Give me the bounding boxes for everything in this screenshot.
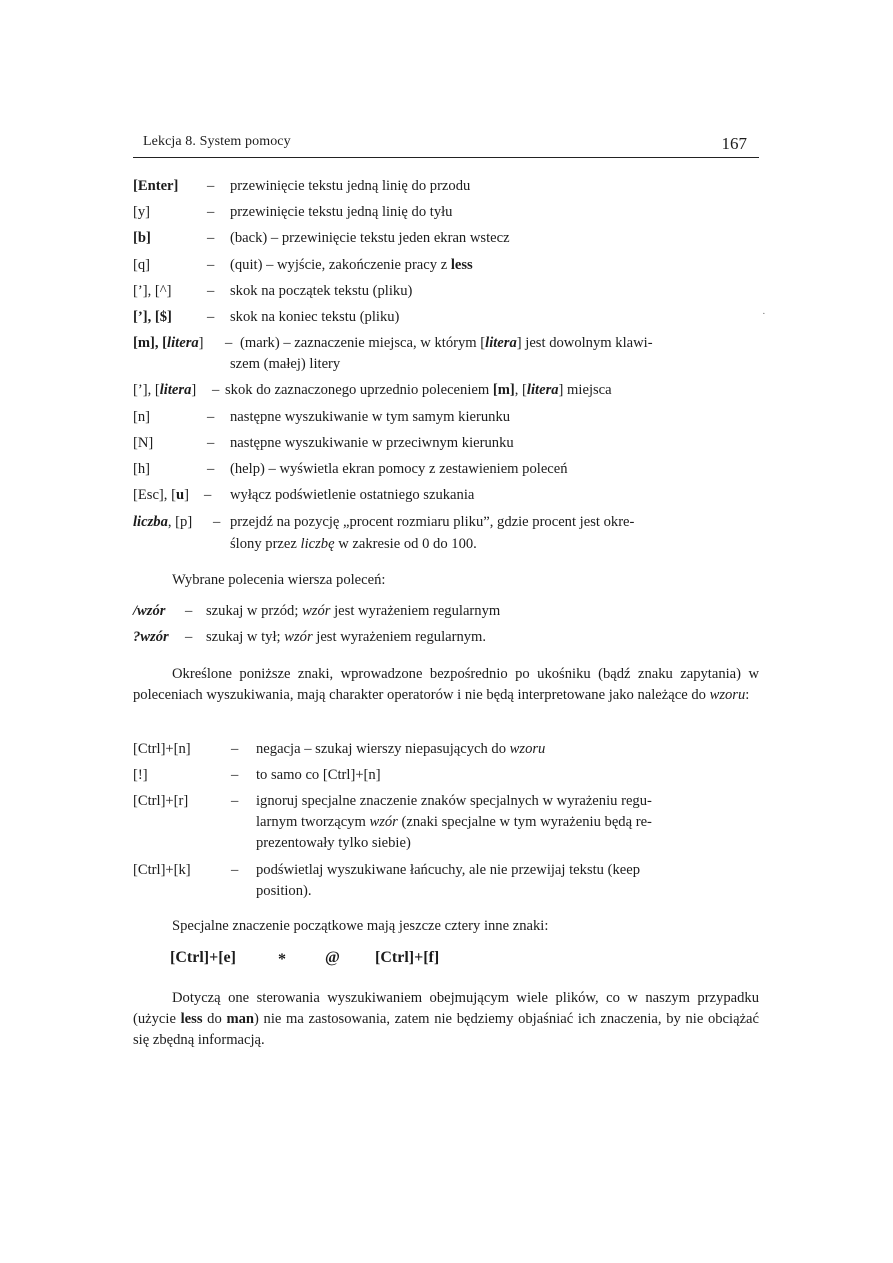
description-text: [Ctrl]+[n] <box>322 767 381 783</box>
dash: – <box>185 629 193 645</box>
operator-description <box>256 740 545 758</box>
operator-description-continued <box>256 813 652 831</box>
dash: – <box>207 283 215 299</box>
description-text: ślony przez <box>230 536 301 552</box>
description-text: jest wyrażeniem regularnym. <box>312 629 487 645</box>
description-text: szukaj w przód; <box>206 603 303 619</box>
chapter-title: Lekcja 8. System pomocy <box>143 134 291 149</box>
dash: – <box>204 487 212 503</box>
key-label: [q] <box>133 257 151 273</box>
dash: – <box>207 461 215 477</box>
dash: – <box>231 862 239 878</box>
description-text: [m] <box>492 382 515 398</box>
description-text: negacja – szukaj wierszy niepasujących do <box>256 741 510 757</box>
key-description: następne wyszukiwanie w przeciwnym kierunku <box>230 435 514 451</box>
description-text: (mark) – zaznaczenie miejsca, w którym [ <box>240 335 486 351</box>
section-intro: Wybrane polecenia wiersza poleceń: <box>172 572 386 588</box>
key-description: skok na początek tekstu (pliku) <box>230 283 413 299</box>
key-description-continued <box>230 535 477 553</box>
key-part: ] <box>191 382 197 398</box>
operator-key: [!] <box>133 767 148 783</box>
dash: – <box>207 230 215 246</box>
key-part: ] <box>184 487 189 503</box>
command-name: less <box>180 1011 203 1027</box>
special-char: @ <box>325 949 340 966</box>
key-part: [Esc], [ <box>133 487 176 503</box>
command-name: less <box>450 257 473 273</box>
key-description: skok na koniec tekstu (pliku) <box>230 309 400 325</box>
paragraph-text: wzoru <box>709 687 746 703</box>
dash: – <box>231 767 239 783</box>
operator-description-continued: prezentowały tylko siebie) <box>256 835 411 851</box>
description-text: wzór <box>284 629 313 645</box>
description-text: wzoru <box>509 741 546 757</box>
paragraph-text: Dotyczą one sterowania wyszukiwaniem obejmującym wiele plików, co w naszym przypadku (użycie <box>133 990 759 1027</box>
description-text: wzór <box>369 814 398 830</box>
dash: – <box>185 603 193 619</box>
key-label <box>133 334 204 352</box>
description-text: skok do zaznaczonego uprzednio poleceniem <box>225 382 493 398</box>
running-header <box>133 133 759 158</box>
key-label: [’], [^] <box>133 283 172 299</box>
operator-description <box>256 766 381 784</box>
dash: – <box>231 741 239 757</box>
description-text: litera <box>485 335 517 351</box>
dash: – <box>212 382 220 398</box>
dash: – <box>207 309 215 325</box>
key-description <box>230 256 473 274</box>
dash: – <box>207 409 215 425</box>
key-description: (back) – przewinięcie tekstu jeden ekran wstecz <box>230 230 510 246</box>
key-description: wyłącz podświetlenie ostatniego szukania <box>230 487 475 503</box>
dash: – <box>207 204 215 220</box>
key-label: [y] <box>133 204 151 220</box>
special-intro: Specjalne znaczenie początkowe mają jeszcze cztery inne znaki: <box>172 918 549 934</box>
operator-description: podświetlaj wyszukiwane łańcuchy, ale nie przewijaj tekstu (keep <box>256 862 641 878</box>
key-description: następne wyszukiwanie w tym samym kierunku <box>230 409 511 425</box>
description-text: wzór <box>302 603 331 619</box>
dash: – <box>207 435 215 451</box>
margin-mark: · <box>762 308 766 320</box>
description-text: jest wyrażeniem regularnym <box>330 603 501 619</box>
description-text: to samo co <box>256 767 323 783</box>
key-description <box>240 334 653 352</box>
key-part: u <box>175 487 185 503</box>
description-text: litera <box>526 382 559 398</box>
command-key: ?wzór <box>133 629 169 645</box>
operator-description-continued: position). <box>256 883 312 899</box>
key-label <box>133 381 196 399</box>
dash: – <box>207 257 215 273</box>
key-description: przejdź na pozycję „procent rozmiaru pliku”, gdzie procent jest okre- <box>230 514 635 530</box>
operators-paragraph <box>133 664 759 706</box>
key-label: [b] <box>133 230 151 246</box>
key-label: [Enter] <box>133 178 179 194</box>
final-paragraph <box>133 988 759 1051</box>
command-description <box>206 628 486 646</box>
key-label: [h] <box>133 461 151 477</box>
description-text: (quit) – wyjście, zakończenie pracy z <box>230 257 451 273</box>
description-text: (znaki specjalne w tym wyrażeniu będą re- <box>397 814 652 830</box>
command-name: man <box>226 1011 255 1027</box>
key-label <box>133 486 189 504</box>
description-text: ] miejsca <box>558 382 612 398</box>
key-description-continued: szem (małej) litery <box>230 356 341 372</box>
key-part: , [p] <box>167 514 193 530</box>
key-description: przewinięcie tekstu jedną linię do tyłu <box>230 204 453 220</box>
operator-key: [Ctrl]+[k] <box>133 862 191 878</box>
key-part: liczba <box>133 514 168 530</box>
description-text: szukaj w tył; <box>206 629 285 645</box>
key-label: [’], [$] <box>133 309 172 325</box>
key-description: (help) – wyświetla ekran pomocy z zestawieniem poleceń <box>230 461 568 477</box>
description-text: liczbę <box>300 536 335 552</box>
operator-key: [Ctrl]+[n] <box>133 741 191 757</box>
dash: – <box>231 793 239 809</box>
key-label: [n] <box>133 409 151 425</box>
key-part: litera <box>167 335 199 351</box>
paragraph-text: ) nie ma zastosowania, zatem nie będziemy objaśniać ich znaczenia, by nie obciążać się zbędną informacją. <box>133 1011 760 1048</box>
key-part: litera <box>159 382 192 398</box>
key-description: przewinięcie tekstu jedną linię do przodu <box>230 178 471 194</box>
key-part: [m], [ <box>133 335 168 351</box>
special-char: * <box>278 951 286 968</box>
key-part: ] <box>198 335 204 351</box>
key-label <box>133 513 192 531</box>
paragraph-text: do <box>202 1011 227 1027</box>
key-description <box>225 381 612 399</box>
special-char: [Ctrl]+[e] <box>170 949 236 966</box>
page-number: 167 <box>721 134 747 153</box>
key-part: [’], [ <box>133 382 160 398</box>
description-text: ] jest dowolnym klawi- <box>516 335 653 351</box>
description-text: w zakresie od 0 do 100. <box>334 536 477 552</box>
dash: – <box>207 178 215 194</box>
paragraph-text: Określone poniższe znaki, wprowadzone bezpośrednio po ukośniku (bądź znaku zapytania) w poleceniach wyszukiwania, mają charakter operatorów i nie będą interpretowane jako należące do <box>133 666 759 703</box>
description-text: , [ <box>514 382 527 398</box>
description-text: larnym tworzącym <box>256 814 370 830</box>
dash: – <box>225 335 233 351</box>
operator-key: [Ctrl]+[r] <box>133 793 189 809</box>
dash: – <box>213 514 221 530</box>
operator-description: ignoruj specjalne znaczenie znaków specjalnych w wyrażeniu regu- <box>256 793 652 809</box>
command-description <box>206 602 500 620</box>
paragraph-text: : <box>745 687 750 703</box>
key-label: [N] <box>133 435 154 451</box>
special-char: [Ctrl]+[f] <box>375 949 440 966</box>
command-key: /wzór <box>133 603 166 619</box>
